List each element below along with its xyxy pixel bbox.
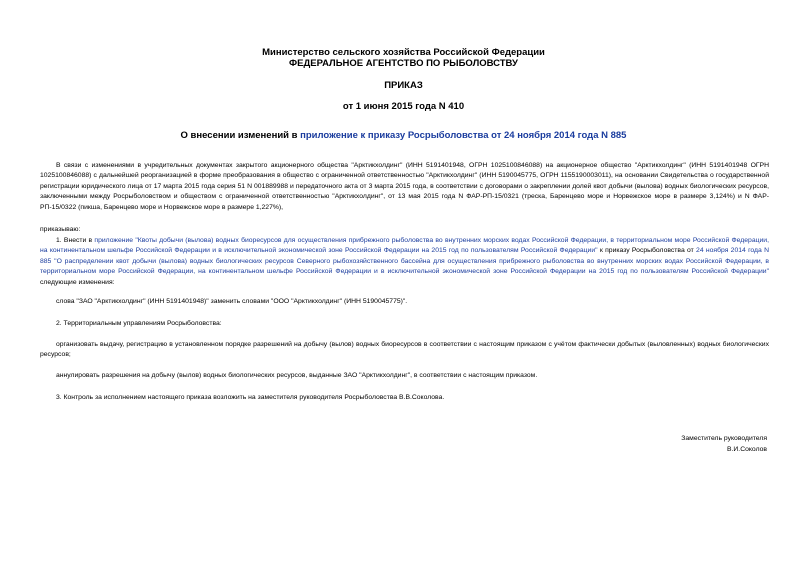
ministry-name: Министерство сельского хозяйства Российской Федерации <box>262 47 545 58</box>
paragraph-order <box>40 225 769 235</box>
replacement-text: слова "ЗАО "Арктикхолдинг" (ИНН 5191401948)" заменить словами "ООО "Арктикхолдинг" (ИНН 5190045775)". <box>56 298 408 305</box>
document-title <box>0 130 807 141</box>
paragraph-item-2 <box>40 319 769 329</box>
title-link[interactable]: приложение к приказу Росрыболовства от 24 ноября 2014 года N 885 <box>300 130 627 141</box>
document-date-number: от 1 июня 2015 года N 410 <box>342 101 465 112</box>
agency-name: ФЕДЕРАЛЬНОЕ АГЕНТСТВО ПО РЫБОЛОВСТВУ <box>289 58 518 69</box>
order-885-link[interactable]: 24 ноября 2014 года N 885 "О распределении квот добычи (вылова) водных биологических ресурсов Северного рыбохозяйственного бассейна для осуществления прибрежного рыболовства во внутренних морских водах Российской Федерации, в территориальном море Российской Федерации, на континентальном шельфе Российской Федерации и в исключительной экономической зоне Российской Федерации на 2015 год по пользователям Российской Федерации" <box>40 247 770 276</box>
organize-text: организовать выдачу, регистрацию в установленном порядке разрешений на добычу (вылов) водных биоресурсов в соответствии с настоящим приказом с учётом фактически добытых (выловленных) водных биологических ресурсов; <box>40 341 769 359</box>
order-text: приказываю: <box>40 226 81 233</box>
title-prefix: О внесении изменений в <box>180 130 301 141</box>
paragraph-item-3 <box>40 393 769 403</box>
item-3-text: 3. Контроль за исполнением настоящего приказа возложить на заместителя руководителя Росрыболовства В.В.Соколова. <box>56 394 445 401</box>
item-2-text: 2. Территориальным управлениям Росрыболовства: <box>56 320 222 327</box>
signature-name: В.И.Соколов <box>727 446 767 453</box>
signature-position: Заместитель руководителя <box>681 435 767 442</box>
item-1-text-a: 1. Внести в <box>56 237 95 244</box>
paragraph-cancel <box>40 371 769 381</box>
item-1-text-b: к приказу Росрыболовства от <box>597 247 697 255</box>
cancel-text: аннулировать разрешения на добычу (вылов) водных биологических ресурсов, выданные ЗАО "Арктикхолдинг", в соответствии с настоящим приказом. <box>56 372 538 379</box>
paragraph-preamble <box>40 161 769 213</box>
item-1-text-c: следующие изменения: <box>40 278 115 286</box>
signature-block <box>681 433 767 455</box>
preamble-text: В связи с изменениями в учредительных документах закрытого акционерного общества "Арктикхолдинг" (ИНН 5191401948, ОГРН 1025100846088) на акционерное общество "Арктикхолдинг" (ИНН 5191401948 ОГРН 1025100846088) с дальнейшей реорганизацией в форме преобразования в общество с ограниченной ответственностью "Арктикхолдинг" (ИНН 5190045775, ОГРН 1155190003011), на основании Свидетельства о государственной регистрации юридического лица от 17 марта 2015 года серия 51 N 001889988 и передаточного акта от 3 марта 2015 года, в соответствии с договорами о закреплении долей квот добычи (вылова) водных биологических ресурсов, заключенными между Росрыболовством и обществом с ограниченной ответственностью "Арктикхолдинг", от 13 мая 2015 года N ФАР-РП-15/0321 (треска, Баренцево море и Норвежское море в размере 3,124%) и N ФАР-РП-15/0322 (пикша, Баренцево море и Норвежское море в размере 1,227%), <box>40 162 769 211</box>
paragraph-item-1 <box>40 236 769 288</box>
appendix-link[interactable]: приложение "Квоты добычи (вылова) водных биоресурсов для осуществления прибрежного рыболовства во внутренних морских водах Российской Федерации, в территориальном море Российской Федерации, на континентальном шельфе Российской Федерации и в исключительной экономической зоне Российской Федерации на 2015 год по пользователям Российской Федерации" <box>40 237 769 255</box>
paragraph-organize <box>40 340 769 361</box>
document-type: ПРИКАЗ <box>384 80 423 91</box>
paragraph-replacement <box>40 297 769 307</box>
